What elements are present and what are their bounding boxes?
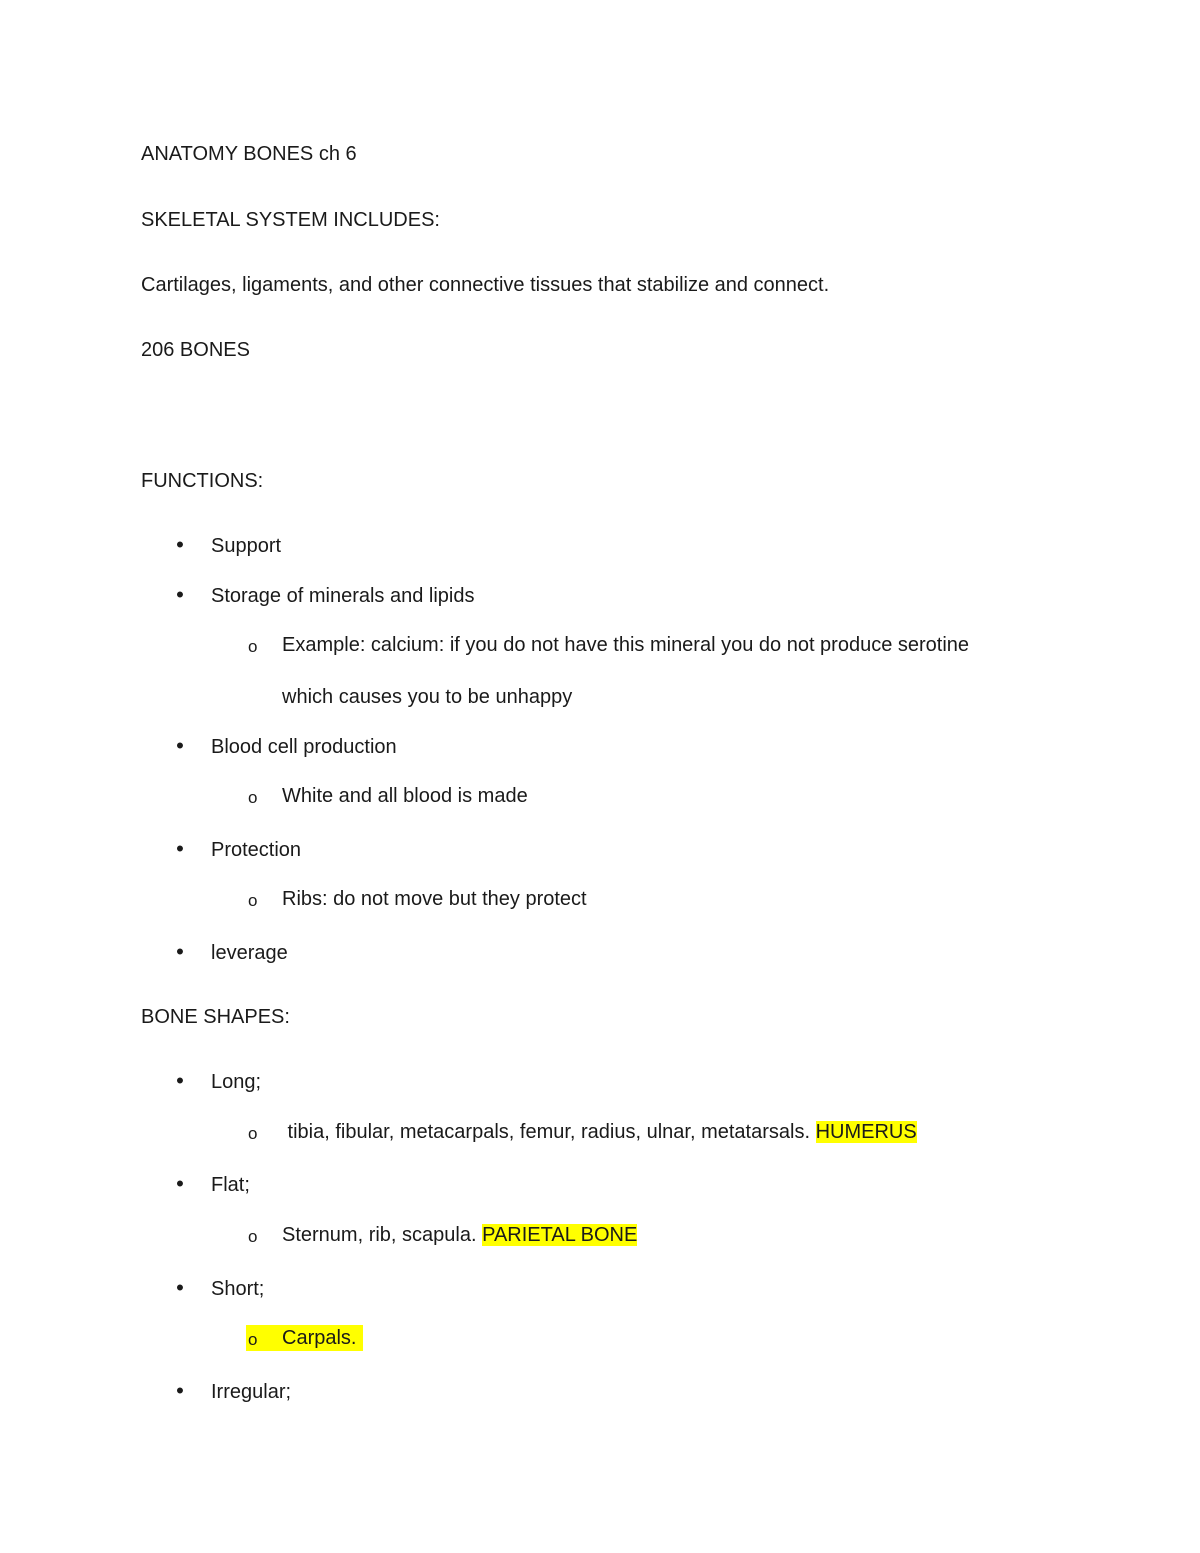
sub-item-long-examples	[282, 1120, 917, 1144]
bullet-icon: •	[176, 836, 184, 861]
bone-count: 206 BONES	[141, 339, 250, 361]
bullet-icon: •	[176, 1275, 184, 1300]
list-item-support: Support	[211, 535, 282, 557]
list-item-protection: Protection	[211, 839, 302, 861]
sub-item-storage-example-continued: which causes you to be unhappy	[282, 686, 573, 708]
list-item-storage: Storage of minerals and lipids	[211, 585, 475, 607]
sub-bullet-icon: o	[248, 891, 258, 910]
bullet-icon: •	[176, 1378, 184, 1403]
highlight-humerus: HUMERUS	[815, 1121, 917, 1143]
sub-item-blood: White and all blood is made	[282, 785, 528, 807]
skeletal-system-text: Cartilages, ligaments, and other connective tissues that stabilize and connect.	[141, 274, 830, 296]
bullet-icon: •	[176, 939, 184, 964]
long-examples-text: tibia, fibular, metacarpals, femur, radius, ulnar, metatarsals.	[282, 1121, 816, 1143]
heading-bone-shapes: BONE SHAPES:	[141, 1006, 290, 1028]
bullet-icon: •	[176, 532, 184, 557]
bullet-icon: •	[176, 1068, 184, 1093]
sub-item-short-examples: Carpals.	[282, 1327, 357, 1349]
list-item-irregular: Irregular;	[211, 1381, 292, 1403]
heading-skeletal-system: SKELETAL SYSTEM INCLUDES:	[141, 209, 440, 231]
bullet-icon: •	[176, 582, 184, 607]
list-item-short: Short;	[211, 1278, 265, 1300]
bullet-icon: •	[176, 733, 184, 758]
list-item-long: Long;	[211, 1071, 262, 1093]
highlight-parietal-bone: PARIETAL BONE	[482, 1224, 638, 1246]
sub-bullet-icon: o	[248, 1330, 258, 1349]
document-title: ANATOMY BONES ch 6	[141, 143, 357, 165]
bullet-icon: •	[176, 1171, 184, 1196]
heading-functions: FUNCTIONS:	[141, 470, 264, 492]
list-item-blood-cell-production: Blood cell production	[211, 736, 397, 758]
sub-bullet-icon: o	[248, 1227, 258, 1246]
sub-item-flat-examples	[282, 1223, 637, 1247]
sub-item-storage-example: Example: calcium: if you do not have this mineral you do not produce serotine	[282, 634, 970, 656]
list-item-flat: Flat;	[211, 1174, 250, 1196]
sub-bullet-icon: o	[248, 1124, 258, 1143]
flat-examples-text: Sternum, rib, scapula.	[282, 1224, 483, 1246]
sub-bullet-icon: o	[248, 637, 258, 656]
sub-item-protection: Ribs: do not move but they protect	[282, 888, 587, 910]
list-item-leverage: leverage	[211, 942, 288, 964]
sub-bullet-icon: o	[248, 788, 258, 807]
